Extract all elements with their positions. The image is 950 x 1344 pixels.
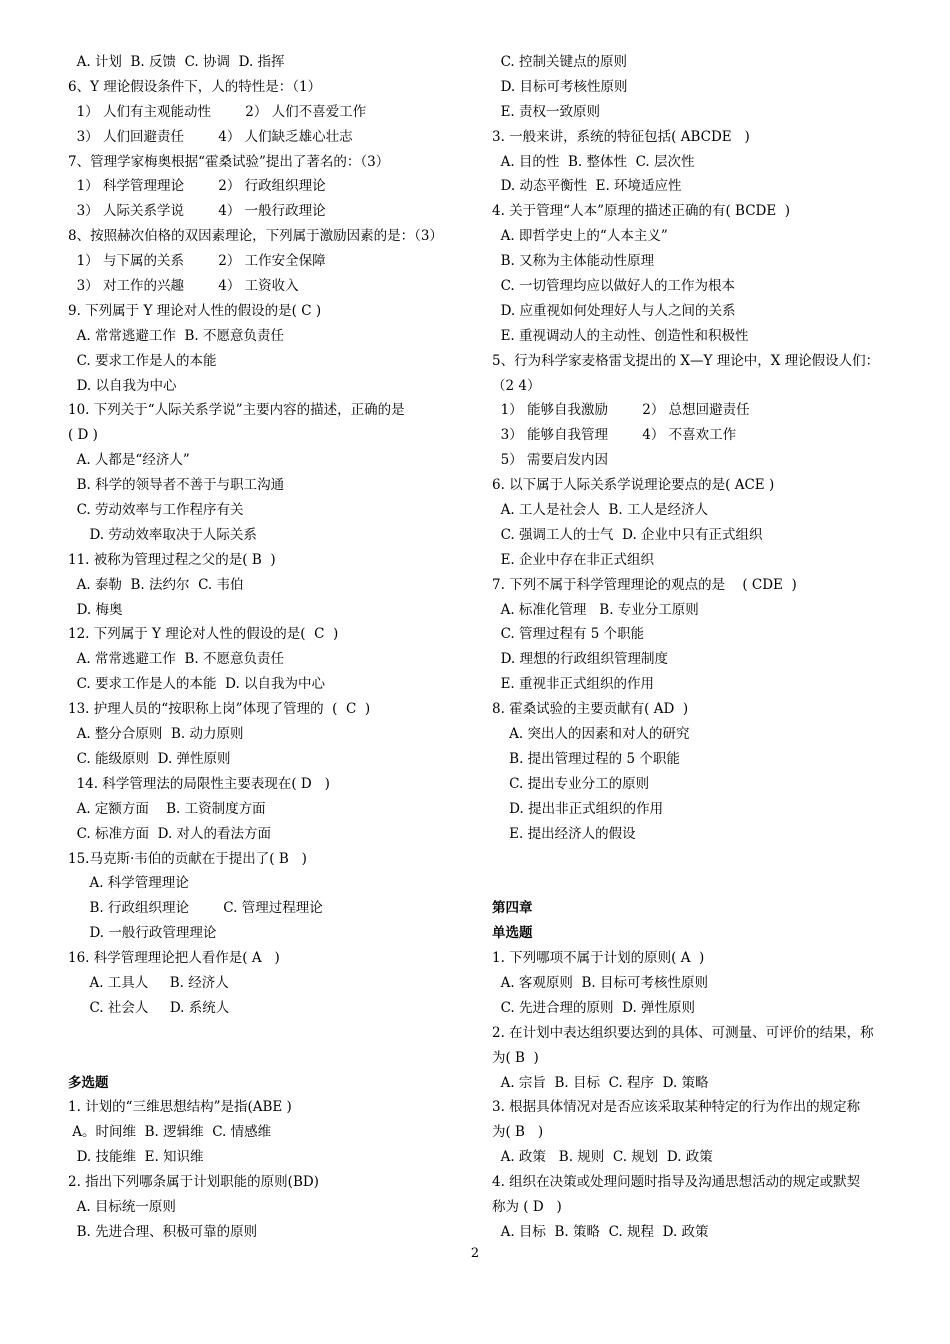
text-line [68, 1046, 468, 1071]
text-line: 8、按照赫次伯格的双因素理论，下列属于激励因素的是：（3） [68, 228, 443, 245]
text-line: E. 重视非正式组织的作用 [492, 676, 655, 693]
text-line: B. 提出管理过程的 5 个职能 [492, 750, 680, 767]
text-line: 3） 人际关系学说 4） 一般行政理论 [68, 203, 326, 220]
text-line: 称为 ( D ) [492, 1198, 562, 1215]
text-line: B. 又称为主体能动性原理 [492, 253, 655, 270]
text-line: D. 目标可考核性原则 [492, 78, 628, 95]
text-line: 6. 以下属于人际关系学说理论要点的是( ACE ) [492, 477, 775, 494]
text-line: （2 4） [492, 377, 541, 394]
text-line: C. 强调工人的士气 D. 企业中只有正式组织 [492, 526, 763, 543]
right-column [492, 50, 912, 1245]
text-line: C. 控制关键点的原则 [492, 54, 628, 70]
text-line: A. 政策 B. 规则 C. 规划 D. 政策 [492, 1149, 713, 1166]
text-line: E. 企业中存在非正式组织 [492, 551, 655, 568]
text-line: 3） 能够自我管理 4） 不喜欢工作 [492, 427, 737, 444]
section-heading: 第四章 [492, 900, 533, 917]
text-line: 为( B ) [492, 1049, 539, 1066]
text-line: C. 能级原则 D. 弹性原则 [68, 750, 231, 767]
text-line [492, 871, 912, 896]
text-line: A. 人都是“经济人” [68, 452, 190, 469]
text-line: B. 先进合理、积极可靠的原则 [68, 1223, 258, 1240]
text-line: C. 劳动效率与工作程序有关 [68, 502, 244, 519]
text-line: 12. 下列属于 Y 理论对人性的假设的是( C ) [68, 626, 339, 643]
text-line: 2. 指出下列哪条属于计划职能的原则(BD) [68, 1174, 319, 1191]
text-line: E. 提出经济人的假设 [492, 825, 636, 842]
text-line: 5） 需要启发内因 [492, 452, 608, 469]
text-line: D. 劳动效率取决于人际关系 [68, 526, 257, 543]
text-line: 10. 下列关于“人际关系学说”主要内容的描述，正确的是 [68, 402, 405, 419]
text-line: C. 社会人 D. 系统人 [68, 999, 230, 1016]
text-line: C. 一切管理均应以做好人的工作为根本 [492, 278, 736, 295]
text-line: A. 常常逃避工作 B. 不愿意负责任 [68, 327, 284, 344]
text-line: 7. 下列不属于科学管理理论的观点的是 ( CDE ) [492, 576, 797, 593]
text-line: D. 提出非正式组织的作用 [492, 800, 664, 817]
text-line [68, 1021, 468, 1046]
text-line: 11. 被称为管理过程之父的是( B ) [68, 551, 276, 568]
section-heading: 单选题 [492, 925, 533, 942]
text-line: 1） 与下属的关系 2） 工作安全保障 [68, 253, 326, 270]
text-line: C. 要求工作是人的本能 [68, 352, 217, 369]
text-line: A. 整分合原则 B. 动力原则 [68, 726, 244, 743]
text-line: 5、行为科学家麦格雷戈提出的 X—Y 理论中，X 理论假设人们： [492, 352, 880, 369]
text-line: D. 动态平衡性 E. 环境适应性 [492, 178, 682, 195]
text-line: C. 先进合理的原则 D. 弹性原则 [492, 999, 696, 1016]
text-line: 1） 能够自我激励 2） 总想回避责任 [492, 402, 750, 419]
text-line: 14. 科学管理法的局限性主要表现在( D ) [68, 775, 330, 792]
text-line: D. 应重视如何处理好人与人之间的关系 [492, 302, 736, 319]
text-line: C. 管理过程有 5 个职能 [492, 626, 645, 643]
text-line: B. 行政组织理论 C. 管理过程理论 [68, 900, 323, 917]
text-line: A. 即哲学史上的“人本主义” [492, 228, 668, 245]
text-line: 1） 科学管理理论 2） 行政组织理论 [68, 178, 326, 195]
text-line: 1. 下列哪项不属于计划的原则( A ) [492, 950, 705, 967]
text-line: 6、Y 理论假设条件下，人的特性是：（1） [68, 78, 322, 95]
text-line: E. 责权一致原则 [492, 103, 601, 120]
text-line: A. 工人是社会人 B. 工人是经济人 [492, 502, 708, 519]
text-line: A. 客观原则 B. 目标可考核性原则 [492, 974, 708, 991]
text-line: 16. 科学管理理论把人看作是( A ) [68, 950, 280, 967]
text-line: 1. 计划的“三维思想结构”是指(ABE ) [68, 1099, 292, 1116]
left-column [68, 50, 468, 1245]
text-line: A. 计划 B. 反馈 C. 协调 D. 指挥 [68, 54, 285, 70]
section-heading: 多选题 [68, 1074, 109, 1091]
text-line: A. 目的性 B. 整体性 C. 层次性 [492, 153, 695, 170]
text-line: C. 标准方面 D. 对人的看法方面 [68, 825, 272, 842]
text-line: D. 一般行政管理理论 [68, 925, 217, 942]
text-line: 3） 人们回避责任 4） 人们缺乏雄心壮志 [68, 128, 353, 145]
text-line: A. 目标 B. 策略 C. 规程 D. 政策 [492, 1223, 709, 1240]
text-line: 13. 护理人员的“按职称上岗”体现了管理的 ( C ) [68, 701, 371, 718]
text-line: A. 突出人的因素和对人的研究 [492, 726, 690, 743]
text-line: 3. 根据具体情况对是否应该采取某种特定的行为作出的规定称 [492, 1099, 861, 1116]
text-line: E. 重视调动人的主动性、创造性和积极性 [492, 327, 749, 344]
text-line: C. 要求工作是人的本能 D. 以自我为中心 [68, 676, 326, 693]
text-line: D. 以自我为中心 [68, 377, 177, 394]
text-line: 3） 对工作的兴趣 4） 工资收入 [68, 278, 299, 295]
text-line: 7、管理学家梅奥根据“霍桑试验”提出了著名的：（3） [68, 153, 390, 170]
text-line: A. 宗旨 B. 目标 C. 程序 D. 策略 [492, 1074, 709, 1091]
text-line: 1） 人们有主观能动性 2） 人们不喜爱工作 [68, 103, 367, 120]
text-line: 4. 组织在决策或处理问题时指导及沟通思想活动的规定或默契 [492, 1174, 861, 1191]
text-line: A. 常常逃避工作 B. 不愿意负责任 [68, 651, 284, 668]
text-line: A。时间维 B. 逻辑维 C. 情感维 [68, 1124, 272, 1141]
page-number: 2 [470, 1246, 480, 1261]
text-line: 8. 霍桑试验的主要贡献有( AD ) [492, 701, 689, 718]
text-line: ( D ) [68, 427, 98, 444]
text-line: 15.马克斯·韦伯的贡献在于提出了( B ) [68, 850, 307, 867]
text-line: C. 提出专业分工的原则 [492, 775, 650, 792]
text-line: A. 科学管理理论 [68, 875, 189, 892]
text-line: A. 标准化管理 B. 专业分工原则 [492, 601, 699, 618]
text-line [492, 847, 912, 872]
text-line: D. 技能维 E. 知识维 [68, 1149, 204, 1166]
text-line: A. 工具人 B. 经济人 [68, 974, 229, 991]
text-line: 3. 一般来讲，系统的特征包括( ABCDE ) [492, 128, 750, 145]
text-line: 2. 在计划中表达组织要达到的具体、可测量、可评价的结果，称 [492, 1024, 874, 1041]
text-line: 4. 关于管理“人本”原理的描述正确的有( BCDE ) [492, 203, 791, 220]
text-line: 9. 下列属于 Y 理论对人性的假设的是( C ) [68, 302, 322, 319]
text-line: A. 目标统一原则 [68, 1198, 176, 1215]
text-line: 为( B ) [492, 1124, 544, 1141]
text-line: A. 泰勒 B. 法约尔 C. 韦伯 [68, 576, 244, 593]
text-line: A. 定额方面 B. 工资制度方面 [68, 800, 266, 817]
text-line: B. 科学的领导者不善于与职工沟通 [68, 477, 285, 494]
text-line: D. 梅奥 [68, 601, 123, 618]
text-line: D. 理想的行政组织管理制度 [492, 651, 669, 668]
